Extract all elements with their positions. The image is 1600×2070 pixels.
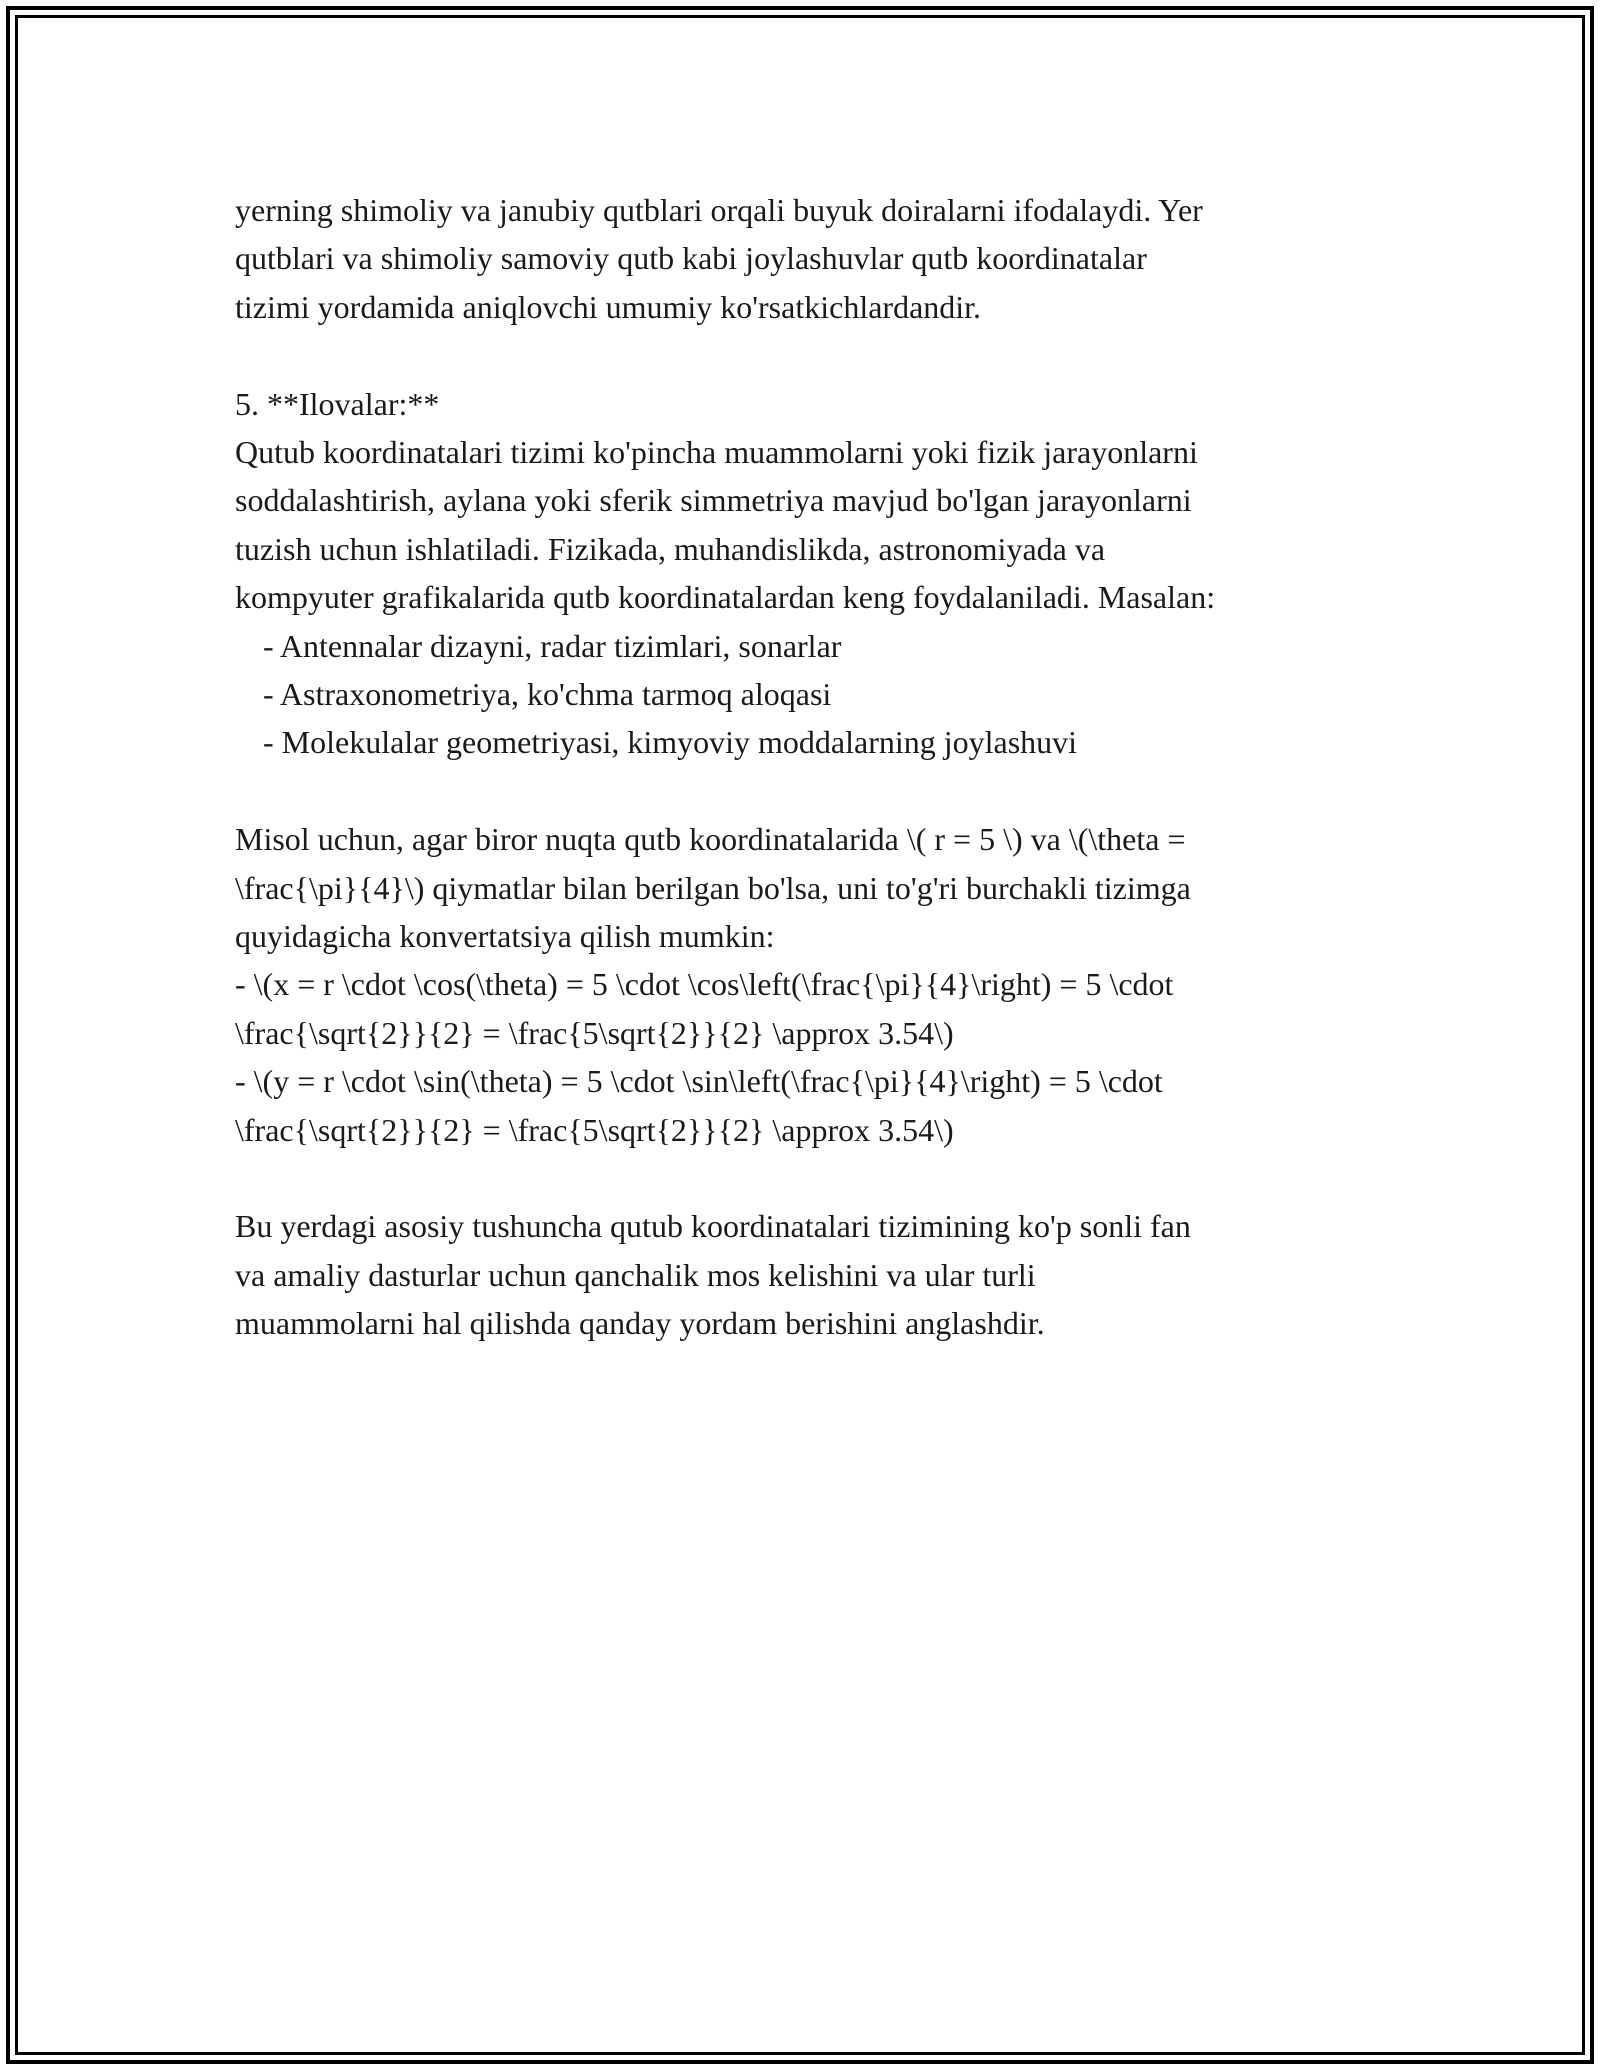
section-applications bbox=[235, 380, 1385, 767]
text-line: Misol uchun, agar biror nuqta qutb koordinatalarida \( r = 5 \) va \(\theta = bbox=[235, 821, 1186, 858]
text-line: tuzish uchun ishlatiladi. Fizikada, muhandislikda, astronomiyada va bbox=[235, 530, 1106, 567]
text-line: yerning shimoliy va janubiy qutblari orqali buyuk doiralarni ifodalaydi. Yer bbox=[235, 192, 1203, 228]
text-line: tizimi yordamida aniqlovchi umumiy ko'rsatkichlardandir. bbox=[235, 288, 982, 325]
paragraph-gap bbox=[235, 767, 1385, 815]
formula-line: \frac{\sqrt{2}}{2} = \frac{5\sqrt{2}}{2} \approx 3.54\) bbox=[235, 1111, 954, 1148]
text-line: Qutub koordinatalari tizimi ko'pincha muammolarni yoki fizik jarayonlarni bbox=[235, 434, 1198, 471]
formula-line: - \(y = r \cdot \sin(\theta) = 5 \cdot \sin\left(\frac{\pi}{4}\right) = 5 \cdot bbox=[235, 1063, 1163, 1100]
text-line: soddalashtirish, aylana yoki sferik simmetriya mavjud bo'lgan jarayonlarni bbox=[235, 482, 1192, 519]
text-line: kompyuter grafikalarida qutb koordinatalardan keng foydalaniladi. Masalan: bbox=[235, 579, 1216, 616]
text-line: quyidagicha konvertatsiya qilish mumkin: bbox=[235, 918, 775, 955]
document-body bbox=[235, 186, 1385, 1348]
paragraph-gap bbox=[235, 1154, 1385, 1202]
section-heading: 5. **Ilovalar:** bbox=[235, 385, 440, 422]
intro-paragraph bbox=[235, 186, 1385, 331]
paragraph-gap bbox=[235, 331, 1385, 379]
text-line: muammolarni hal qilishda qanday yordam berishini anglashdir. bbox=[235, 1305, 1045, 1342]
formula-line: \frac{\sqrt{2}}{2} = \frac{5\sqrt{2}}{2} \approx 3.54\) bbox=[235, 1014, 954, 1051]
text-line: Bu yerdagi asosiy tushuncha qutub koordinatalari tizimining ko'p sonli fan bbox=[235, 1208, 1191, 1245]
list-item: - Molekulalar geometriyasi, kimyoviy moddalarning joylashuvi bbox=[263, 724, 1078, 761]
conclusion-paragraph bbox=[235, 1202, 1385, 1347]
text-line: va amaliy dasturlar uchun qanchalik mos kelishini va ular turli bbox=[235, 1256, 1036, 1293]
example-paragraph bbox=[235, 815, 1385, 1154]
text-line: \frac{\pi}{4}\) qiymatlar bilan berilgan bo'lsa, uni to'g'ri burchakli tizimga bbox=[235, 869, 1191, 906]
list-item: - Antennalar dizayni, radar tizimlari, sonarlar bbox=[263, 627, 842, 664]
formula-line: - \(x = r \cdot \cos(\theta) = 5 \cdot \cos\left(\frac{\pi}{4}\right) = 5 \cdot bbox=[235, 966, 1174, 1003]
text-line: qutblari va shimoliy samoviy qutb kabi joylashuvlar qutb koordinatalar bbox=[235, 240, 1147, 277]
list-item: - Astraxonometriya, ko'chma tarmoq aloqasi bbox=[263, 676, 832, 713]
